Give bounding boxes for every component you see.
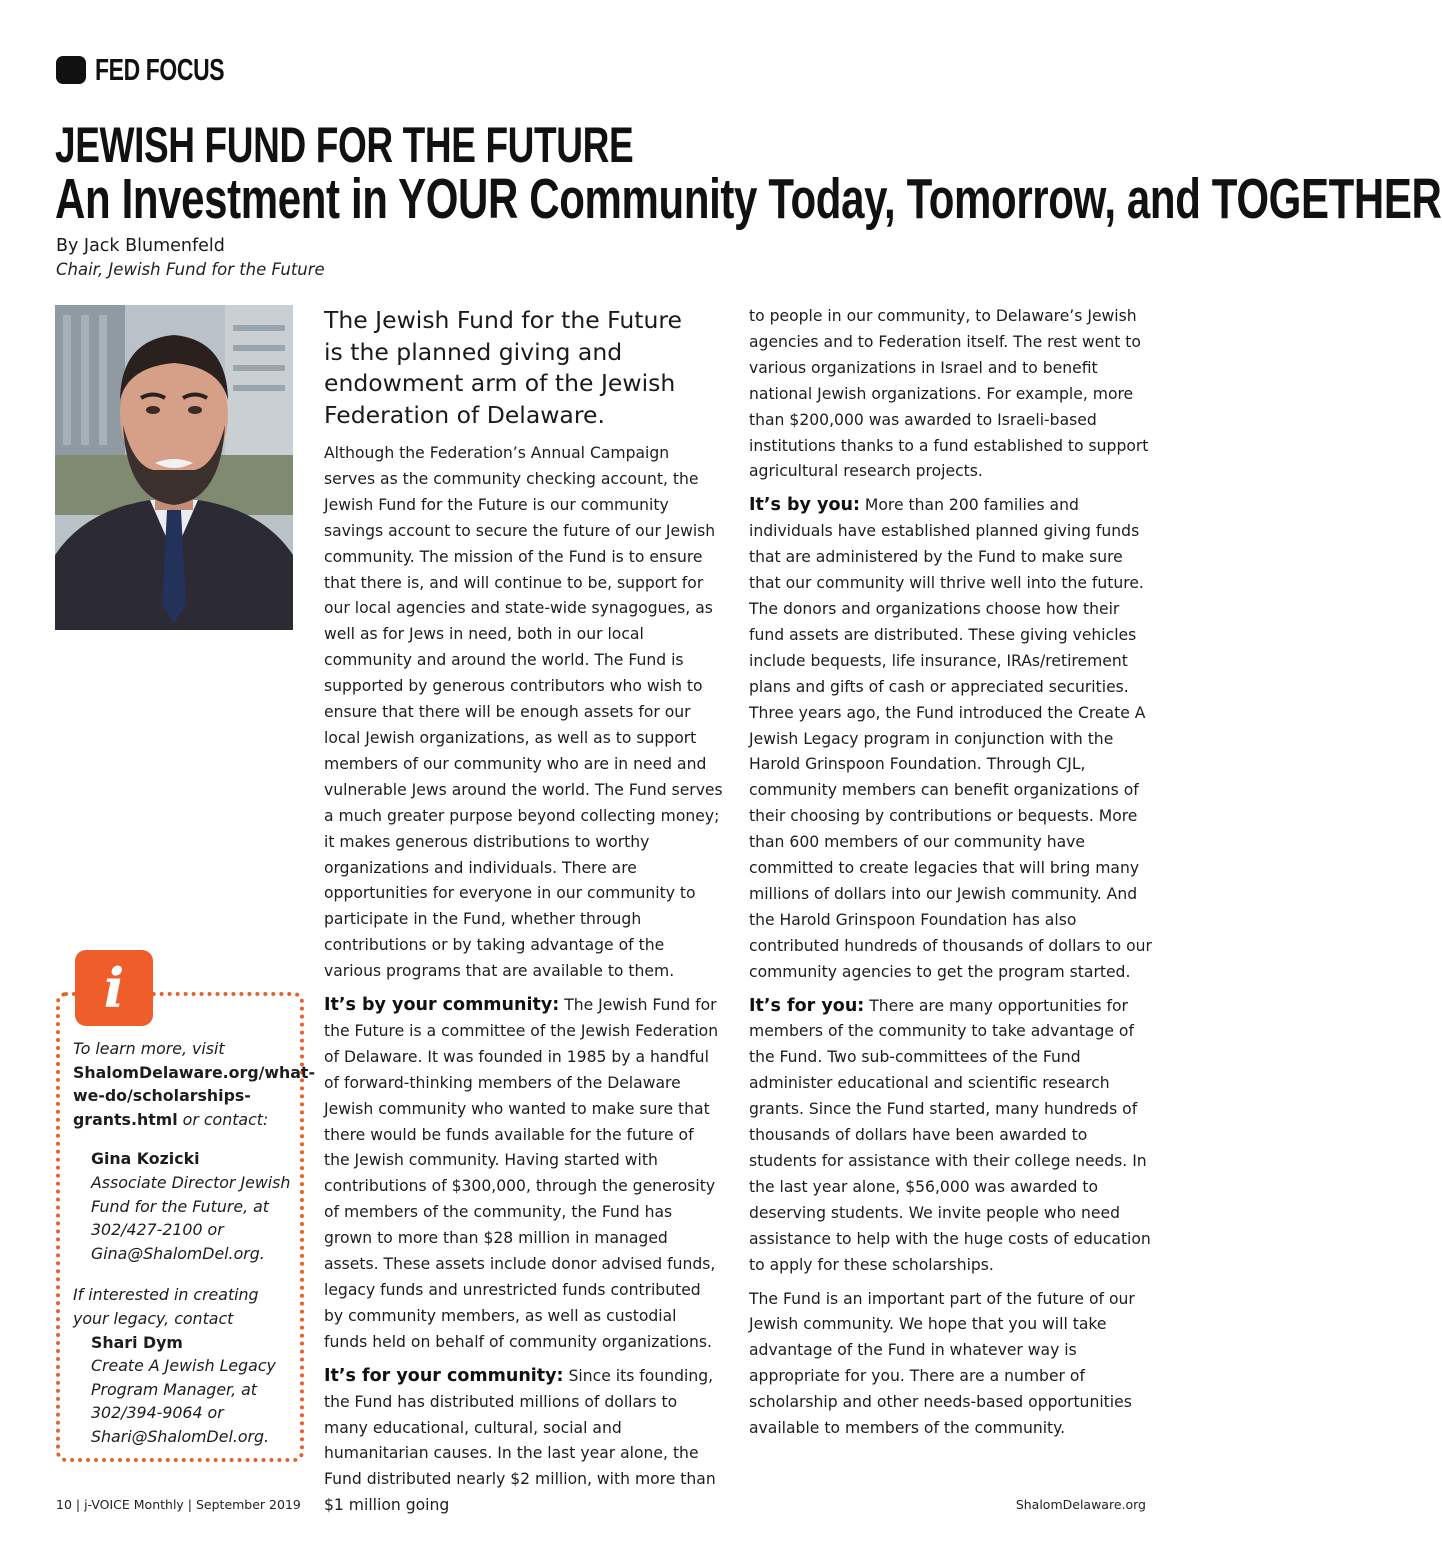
article-section-community-for <box>324 1364 724 1519</box>
section-tag-label: FED FOCUS <box>95 52 225 87</box>
subhead-by-your-community: It’s by your community: <box>324 995 560 1016</box>
info-intro: To learn more, visit <box>73 1039 225 1058</box>
subhead-for-you: It’s for you: <box>749 995 865 1016</box>
contact-1-name: Gina Kozicki <box>91 1149 200 1169</box>
article-lead: The Jewish Fund for the Future is the planned giving and endowment arm of the Jewish Federation of Delaware. <box>324 306 682 429</box>
contact-2-details: Create A Jewish Legacy Program Manager, at 302/394-9064 or Shari@ShalomDel.org. <box>91 1356 276 1446</box>
section-body-for-your-community: Since its founding, the Fund has distributed millions of dollars to many educational, cultural, social and humanitarian causes. In the last year alone, the Fund distributed nearly $2 million, with more than $1 million going <box>324 1366 716 1515</box>
subhead-by-you: It’s by you: <box>749 495 860 516</box>
article-section-for-you <box>749 994 1154 1279</box>
info-or-contact: or contact: <box>182 1109 269 1129</box>
footer-page-info: 10 | j-VOICE Monthly | September 2019 <box>56 1497 301 1512</box>
subhead-for-your-community: It’s for your community: <box>324 1365 564 1386</box>
headline-title: JEWISH FUND FOR THE FUTURE <box>55 117 634 173</box>
article-section-community-by <box>324 993 724 1356</box>
contact-1 <box>73 1147 295 1265</box>
section-tag-square-icon <box>56 56 86 84</box>
contact-2 <box>73 1331 295 1449</box>
section-body-by-your-community: The Jewish Fund for the Future is a committee of the Jewish Federation of Delaware. It was founded in 1985 by a handful of forward-thinking members of the Delaware Jewish community who wanted to make sure that there would be funds available for the future of the Jewish community. Having started with contributions of $300,000, through the generosity of members of the community, the Fund has grown to more than $28 million in managed assets. These assets include donor advised funds, legacy funds and unrestricted funds contributed by community members, as well as custodial funds held on behalf of community organizations. <box>324 996 719 1351</box>
byline-role: Chair, Jewish Fund for the Future <box>56 260 325 279</box>
info-intro-block <box>73 1037 315 1131</box>
contact-2-name: Shari Dym <box>91 1332 183 1352</box>
article-column-middle <box>324 441 724 1527</box>
author-portrait-illustration <box>55 305 293 630</box>
article-column-right <box>749 304 1154 1450</box>
article-section-by-you <box>749 493 1154 985</box>
author-photo <box>55 305 293 630</box>
legacy-intro: If interested in creating your legacy, contact <box>73 1285 259 1328</box>
contact-1-details: Associate Director Jewish Fund for the Future, at 302/427-2100 or Gina@ShalomDel.org. <box>91 1172 291 1263</box>
article-section-community-for-continued: to people in our community, to Delaware’s Jewish agencies and to Federation itself. The rest went to various organizations in Israel and to benefit national Jewish organizations. For example, more than $200,000 was awarded to Israeli-based institutions thanks to a fund established to support agricultural research projects. <box>749 307 1149 481</box>
byline-author: By Jack Blumenfeld <box>56 236 225 256</box>
section-body-by-you: More than 200 families and individuals have established planned giving funds that are administered by the Fund to make sure that our community will thrive well into the future. The donors and organizations choose how their fund assets are distributed. These giving vehicles include bequests, life insurance, IRAs/retirement plans and gifts of cash or appreciated securities. Three years ago, the Fund introduced the Create A Jewish Legacy program in conjunction with the Harold Grinspoon Foundation. Through CJL, community members can benefit organizations of their choosing by contributions or bequests. More than 600 members of our community have committed to create legacies that will bring many millions of dollars into our Jewish community. And the Harold Grinspoon Foundation has also contributed hundreds of thousands of dollars to our community agencies to get the program started. <box>749 496 1152 981</box>
article-paragraph-1: Although the Federation’s Annual Campaign serves as the community checking account, the Jewish Fund for the Future is our community savings account to secure the future of our Jewish community. The mission of the Fund is to ensure that there is, and will continue to be, support for our local agencies and state-wide synagogues, as well as for Jews in need, both in our local community and around the world. The Fund is supported by generous contributors who wish to ensure that there will be enough assets for our local Jewish organizations, as well as to support members of our community who are in need and vulnerable Jews around the world. The Fund serves a much greater purpose beyond collecting money; it makes generous distributions to worthy organizations and individuals. There are opportunities for everyone in our community to participate in the Fund, whether through contributions or by taking advantage of the various programs that are available to them. <box>324 444 723 981</box>
section-tag <box>56 52 270 88</box>
article-closing: The Fund is an important part of the future of our Jewish community. We hope that you will take advantage of the Fund in whatever way is appropriate for you. There are a number of scholarship and other needs-based opportunities available to members of the community. <box>749 1289 1135 1438</box>
footer-website[interactable]: ShalomDelaware.org <box>1015 1497 1146 1512</box>
info-sidebar-text <box>73 1037 315 1449</box>
info-icon: i <box>75 950 153 1026</box>
headline-subtitle: An Investment in YOUR Community Today, Tomorrow, and TOGETHER <box>55 167 1442 231</box>
section-body-for-you: There are many opportunities for members of the community to take advantage of the Fund. Two sub-committees of the Fund administer educational and scientific research grants. Since the Fund started, many hundreds of thousands of dollars have been awarded to students for assistance with their college needs. In the last year alone, $56,000 was awarded to deserving students. We invite people who need assistance to help with the huge costs of education to apply for these scholarships. <box>749 996 1151 1274</box>
info-link[interactable]: ShalomDelaware.org/what-we-do/scholarships-grants.html <box>73 1062 315 1129</box>
